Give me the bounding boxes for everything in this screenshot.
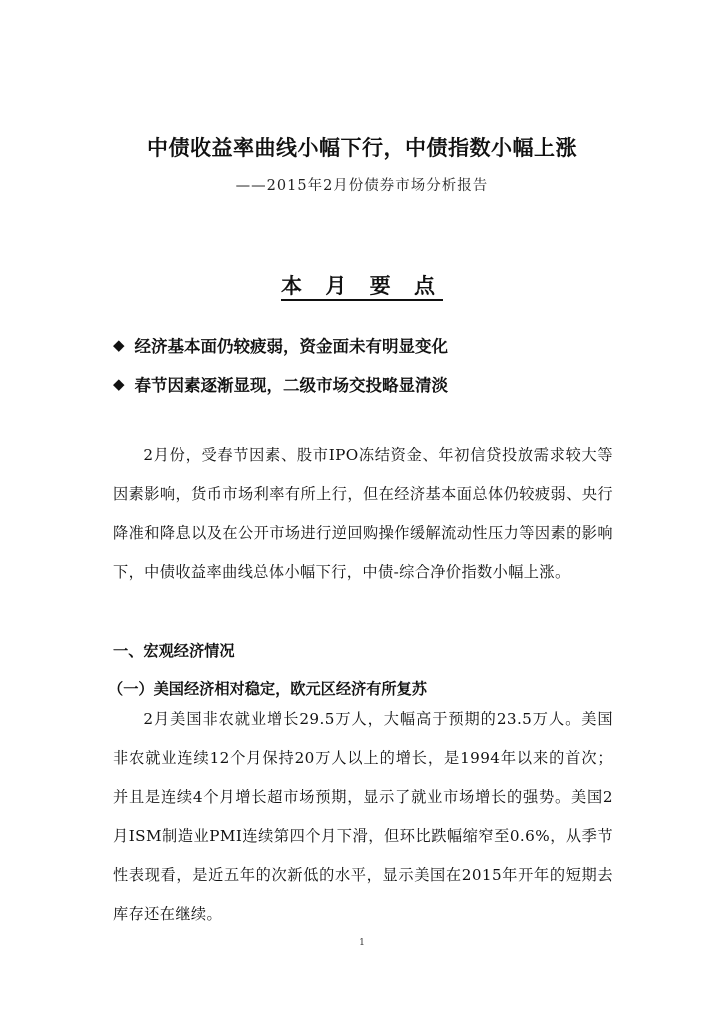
highlight-text: 经济基本面仍较疲弱，资金面未有明显变化 — [134, 337, 449, 356]
report-subtitle: ——2015年2月份债券市场分析报告 — [235, 178, 489, 194]
us-economy-paragraph: 2月美国非农就业增长29.5万人，大幅高于预期的23.5万人。美国非农就业连续12个月保持20万人以上的增长，是1994年以来的首次；并且是连续4个月增长超市场预期，显示了就业市场增长的强势。美国2月ISM制造业PMI连续第四个月下滑，但环比跌幅缩窄至0.6%，从季节性表现看，是近五年的次新低的水平，显示美国在2015年开年的短期去库存还在继续。 — [113, 710, 613, 923]
highlight-item — [113, 333, 448, 357]
highlight-text: 春节因素逐渐显现，二级市场交投略显清淡 — [134, 376, 449, 395]
diamond-bullet-icon: ◆ — [113, 336, 125, 354]
highlights-heading-text: 本 月 要 点 — [281, 274, 443, 301]
intro-paragraph: 2月份，受春节因素、股市IPO冻结资金、年初信贷投放需求较大等因素影响，货币市场利率有所上行，但在经济基本面总体仍较疲弱、央行降准和降息以及在公开市场进行逆回购操作缓解流动性压力等因素的影响下，中债收益率曲线总体小幅下行，中债-综合净价指数小幅上涨。 — [113, 446, 613, 581]
highlight-item — [113, 372, 448, 396]
report-title: 中债收益率曲线小幅下行，中债指数小幅上涨 — [147, 136, 577, 160]
diamond-bullet-icon: ◆ — [113, 375, 125, 393]
page-number: 1 — [359, 938, 365, 948]
highlights-heading — [0, 270, 724, 300]
subsection-heading-us-eu: （一）美国经济相对稳定，欧元区经济有所复苏 — [108, 680, 427, 698]
section-heading-macro: 一、宏观经济情况 — [113, 642, 235, 660]
